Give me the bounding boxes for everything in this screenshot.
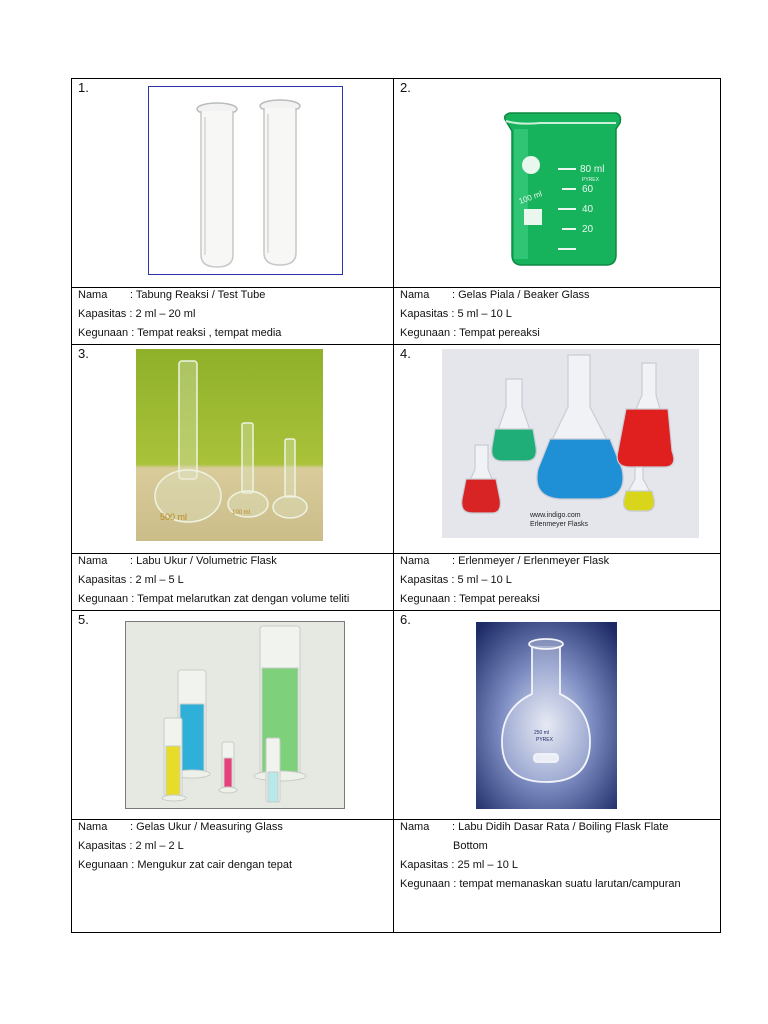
nama-label: Nama <box>78 289 108 301</box>
test-tube-icon <box>197 103 237 267</box>
item-number: 1. <box>78 80 89 95</box>
image-cell-6 <box>393 610 721 820</box>
image-cell-4 <box>393 344 721 554</box>
kapasitas-text: Kapasitas : 5 ml – 10 L <box>400 308 512 320</box>
erlenmeyer-flask-image <box>442 349 699 538</box>
kapasitas-text: Kapasitas : 2 ml – 2 L <box>78 840 184 852</box>
flask-caption-url: www.indigo.com <box>530 512 581 519</box>
item-number: 3. <box>78 346 89 361</box>
test-tube-icon <box>260 100 300 265</box>
nama-label: Nama <box>78 555 108 567</box>
nama-label: Nama <box>400 289 430 301</box>
nama-value-continued: Bottom <box>453 840 488 852</box>
nama-value: : Labu Didih Dasar Rata / Boiling Flask Flate <box>452 821 669 833</box>
item-number: 2. <box>400 80 411 95</box>
item-number: 5. <box>78 612 89 627</box>
beaker-icon <box>505 113 621 265</box>
info-cell-2 <box>393 287 721 345</box>
kegunaan-text: Kegunaan : Tempat reaksi , tempat media <box>78 327 282 339</box>
info-cell-6 <box>393 819 721 933</box>
kegunaan-text: Kegunaan : Mengukur zat cair dengan tepat <box>78 859 293 871</box>
nama-label: Nama <box>400 821 430 833</box>
beaker-mark-60: 60 <box>582 184 594 195</box>
nama-value: : Gelas Ukur / Measuring Glass <box>130 821 283 833</box>
beaker-mark-80: 80 ml <box>580 164 605 175</box>
info-cell-3 <box>71 553 394 611</box>
kapasitas-text: Kapasitas : 5 ml – 10 L <box>400 574 512 586</box>
info-cell-4 <box>393 553 721 611</box>
kapasitas-text: Kapasitas : 25 ml – 10 L <box>400 859 519 871</box>
item-number: 6. <box>400 612 411 627</box>
apparatus-table <box>71 78 721 933</box>
nama-label: Nama <box>78 821 108 833</box>
nama-label: Nama <box>400 555 430 567</box>
image-cell-3 <box>71 344 394 554</box>
nama-value: : Tabung Reaksi / Test Tube <box>130 289 266 301</box>
beaker-mark-100: 100 ml <box>517 189 544 206</box>
image-cell-2 <box>393 78 721 288</box>
volumetric-flask-image <box>136 349 323 541</box>
beaker-mark-20: 20 <box>582 224 594 235</box>
info-cell-1 <box>71 287 394 345</box>
kegunaan-text: Kegunaan : Tempat pereaksi <box>400 593 540 605</box>
item-number: 4. <box>400 346 411 361</box>
boiling-flask-brand: PYREX <box>536 737 553 743</box>
kegunaan-text: Kegunaan : Tempat pereaksi <box>400 327 540 339</box>
nama-value: : Gelas Piala / Beaker Glass <box>452 289 590 301</box>
graduated-cylinder-image <box>125 621 345 809</box>
kegunaan-text: Kegunaan : tempat memanaskan suatu larutan/campuran <box>400 878 681 890</box>
image-cell-1 <box>71 78 394 288</box>
beaker-mark-brand: PYREX <box>582 177 599 183</box>
boiling-flask-image <box>476 622 617 809</box>
image-cell-5 <box>71 610 394 820</box>
flask-mark-500: 500 ml <box>160 512 188 522</box>
boiling-flask-volume: 250 ml <box>534 730 550 736</box>
nama-value: : Labu Ukur / Volumetric Flask <box>130 555 277 567</box>
beaker-image <box>500 109 626 269</box>
info-cell-5 <box>71 819 394 933</box>
kapasitas-text: Kapasitas : 2 ml – 20 ml <box>78 308 196 320</box>
flask-mark-100: 100 ml <box>232 510 251 516</box>
nama-value: : Erlenmeyer / Erlenmeyer Flask <box>452 555 610 567</box>
beaker-mark-40: 40 <box>582 204 594 215</box>
test-tube-image <box>148 86 343 275</box>
flask-caption-title: Erlenmeyer Flasks <box>530 521 588 528</box>
kapasitas-text: Kapasitas : 2 ml – 5 L <box>78 574 184 586</box>
kegunaan-text: Kegunaan : Tempat melarutkan zat dengan volume teliti <box>78 593 350 605</box>
